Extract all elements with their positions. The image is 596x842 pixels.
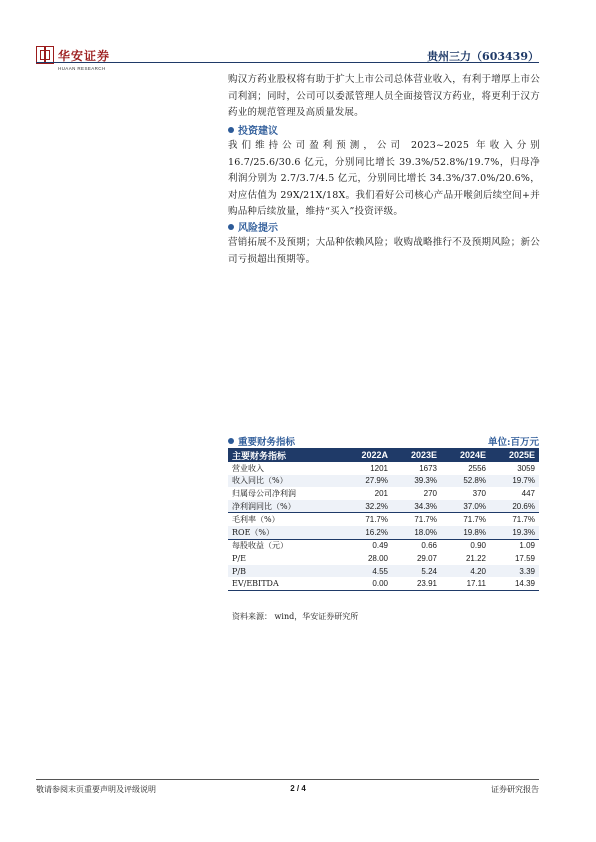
table-row (228, 500, 539, 513)
company-logo (36, 46, 116, 76)
table-header-cell: 2022A (343, 448, 392, 462)
page-number: 2 / 4 (290, 784, 306, 793)
investment-title: 投资建议 (238, 126, 278, 137)
bullet-icon (228, 127, 234, 133)
row-label: 每股收益（元） (228, 539, 343, 552)
bullet-icon (228, 438, 234, 444)
table-header-row (228, 448, 539, 462)
row-value: 37.0% (441, 500, 490, 513)
risk-heading (228, 219, 278, 234)
row-value: 370 (472, 488, 486, 498)
row-value: 20.6% (490, 500, 539, 513)
row-value: 201 (374, 488, 388, 498)
row-label: 收入同比（%） (228, 475, 343, 488)
risk-title: 风险提示 (238, 223, 278, 234)
footer-divider (36, 779, 539, 780)
row-value: 23.91 (392, 577, 441, 590)
row-value: 3059 (517, 463, 535, 473)
row-value: 71.7% (343, 513, 392, 526)
bullet-icon (228, 224, 234, 230)
table-title: 重要财务指标 (238, 437, 296, 448)
table-row (228, 475, 539, 488)
row-value: 28.00 (367, 553, 388, 563)
row-value: 0.00 (343, 577, 392, 590)
row-value: 1201 (370, 463, 388, 473)
row-value: 0.66 (392, 539, 441, 552)
table-row (228, 462, 539, 475)
table-row (228, 577, 539, 590)
investment-section (228, 138, 540, 221)
row-value: 4.20 (441, 565, 490, 578)
row-value: 0.49 (343, 539, 392, 552)
intro-section (228, 72, 540, 122)
header-divider (36, 62, 539, 63)
row-value: 2556 (468, 463, 486, 473)
report-header-title: 贵州三力（603439） (427, 50, 539, 63)
row-value: 4.55 (343, 565, 392, 578)
investment-paragraph: 我们维持公司盈利预测，公司 2023~2025 年收入分别 16.7/25.6/30.6 亿元，分别同比增长 39.3%/52.8%/19.7%，归母净利润分别为 2.7/3.7/4.5 亿元，分别同比增长 34.3%/37.0%/20.6%，对应估值为 29X/21X/18X。我们看好公司核心产品开喉剑后续空间+并购品种后续放量，维持“买入”投资评级。 (228, 140, 540, 217)
intro-paragraph: 购汉方药业股权将有助于扩大上市公司总体营业收入，有利于增厚上市公司利润；同时，公司可以委派管理人员全面接管汉方药业，将更利于汉方药业的规范管理及高质量发展。 (228, 74, 540, 118)
table-row (228, 487, 539, 500)
row-value: 27.9% (343, 475, 392, 488)
table-row (228, 552, 539, 565)
row-value: 19.8% (441, 526, 490, 539)
row-label: 毛利率（%） (228, 513, 343, 526)
row-value: 16.2% (343, 526, 392, 539)
table-header-cell: 主要财务指标 (228, 448, 343, 462)
row-value: 71.7% (441, 513, 490, 526)
row-value: 14.39 (490, 577, 539, 590)
row-value: 1.09 (490, 539, 539, 552)
logo-text-en: HUAAN RESEARCH (58, 66, 106, 71)
row-value: 29.07 (416, 553, 437, 563)
row-label: P/E (232, 553, 246, 563)
row-value: 270 (423, 488, 437, 498)
row-value: 5.24 (392, 565, 441, 578)
table-row (228, 513, 539, 526)
row-value: 0.90 (441, 539, 490, 552)
row-value: 19.3% (490, 526, 539, 539)
row-value: 71.7% (392, 513, 441, 526)
row-value: 17.11 (441, 577, 490, 590)
row-label: P/B (228, 565, 343, 578)
table-row (228, 539, 539, 552)
row-value: 19.7% (490, 475, 539, 488)
row-value: 52.8% (441, 475, 490, 488)
investment-heading (228, 122, 278, 137)
risk-paragraph: 营销拓展不及预期；大品种依赖风险；收购战略推行不及预期风险；新公司亏损超出预期等。 (228, 237, 540, 265)
table-header-cell: 2023E (392, 448, 441, 462)
row-value: 39.3% (392, 475, 441, 488)
row-value: 71.7% (490, 513, 539, 526)
table-heading (228, 434, 295, 448)
row-label: ROE（%） (228, 526, 343, 539)
row-value: 32.2% (343, 500, 392, 513)
financial-table (228, 448, 539, 591)
row-label: 净利润同比（%） (228, 500, 343, 513)
risk-section (228, 235, 540, 268)
row-value: 34.3% (392, 500, 441, 513)
table-source: 资料来源： wind，华安证券研究所 (232, 612, 359, 621)
footer-report-type: 证券研究报告 (491, 785, 539, 794)
row-label: 营业收入 (232, 463, 264, 473)
table-row (228, 565, 539, 578)
row-value: 3.39 (490, 565, 539, 578)
table-row (228, 526, 539, 539)
row-label: EV/EBITDA (228, 577, 343, 590)
row-value: 447 (521, 488, 535, 498)
row-value: 17.59 (514, 553, 535, 563)
row-label: 归属母公司净利润 (232, 488, 296, 498)
row-value: 21.22 (465, 553, 486, 563)
row-value: 18.0% (392, 526, 441, 539)
table-header-cell: 2025E (490, 448, 539, 462)
logo-text-cn: 华安证券 (58, 49, 111, 63)
table-unit: 单位:百万元 (487, 437, 539, 448)
table-body (228, 462, 539, 590)
table-header-cell: 2024E (441, 448, 490, 462)
footer-disclaimer: 敬请参阅末页重要声明及评级说明 (36, 785, 156, 794)
row-value: 1673 (419, 463, 437, 473)
